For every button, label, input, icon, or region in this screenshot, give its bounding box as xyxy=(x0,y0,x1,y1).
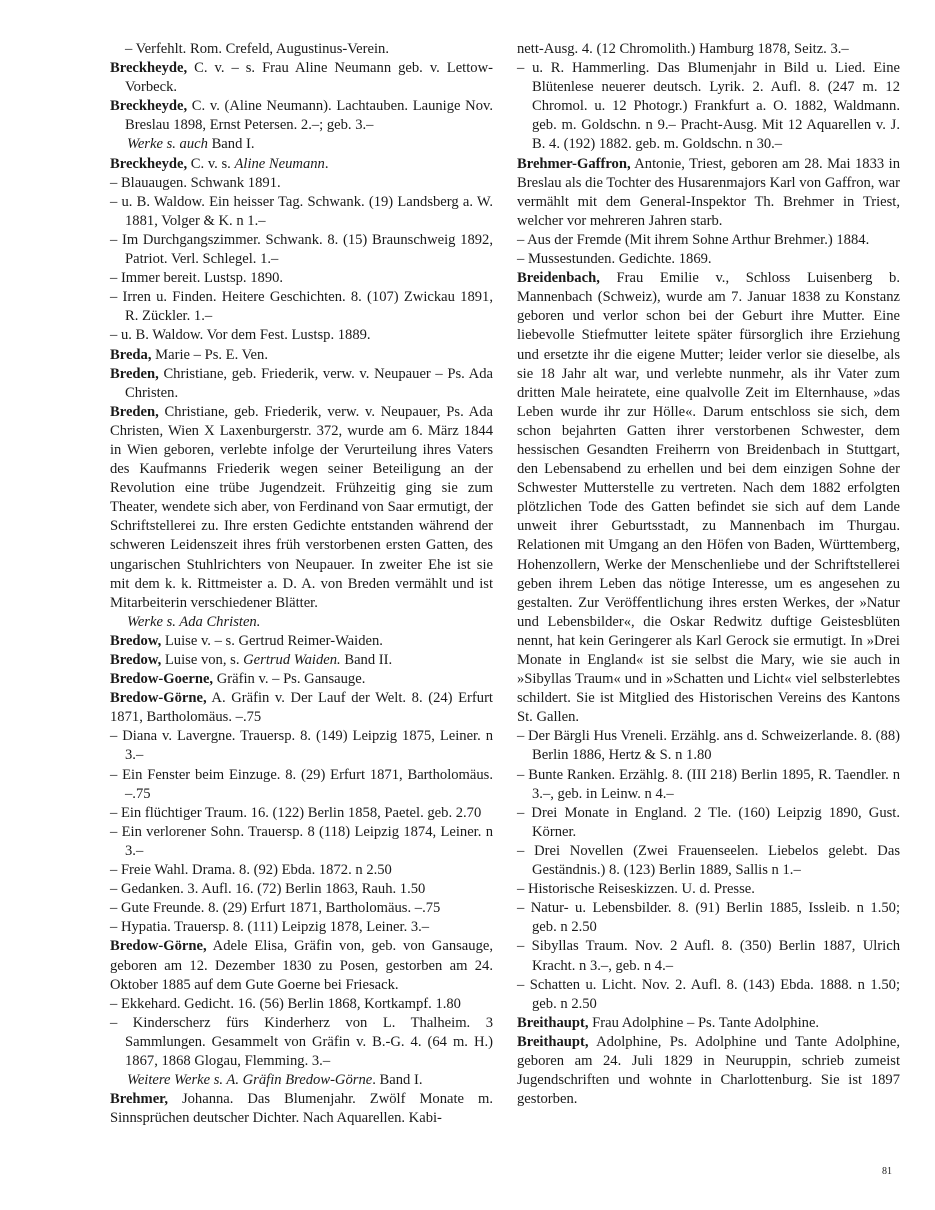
note-text: Weitere Werke s. A. Gräfin Bredow-Görne xyxy=(127,1072,373,1089)
entry-text: Frau Emilie v., Schloss Luisenberg b. Mannenbach (Schweiz), wurde am 7. Januar 1838 zu Konstanz geboren und verlor schon bei der Geburt ihre Mutter. Eine liebevolle Stiefmutter leitete später fürsorglich ihre Erziehung und ersetzte ihr die eigene Mutter; leider verlor sie dieselbe, als sie 18 Jahr alt war, und verlebte nunmehr, als ihr Vater zum dritten Male heiratete, eine qualvolle Zeit im Elternhause, »das Leben wurde ihr zur Hölle«. Darum entschloss sie sich, dem schon bejahrten Gatten ihrer verstorbenen Schwester, dem hessischen Gesandten Freiherrn von Breidenbach in Stuttgart, den Lebensabend zu erhellen und bei dem einzigen Sohne der Schwester Mutterstelle zu vertreten. Nach dem 1882 erfolgten plötzlichen Tode des Gatten befindet sie sich auf dem Lande unweit ihrer Geburtsstadt, zu Mannenbach im Thurgau. Relationen mit Umgang an den Höfen von Baden, Württemberg, Hohenzollern, Werke der Menschenliebe und der Schriftstellerei geben ihrem Leben das nötige Interesse, um es angesehen zu gestalten. Zur Veröffentlichung ihres ersten Werkes, der »Natur und Lebensbilder«, die Oskar Redwitz duftige Geistesblüten nennt, hat kein Geringerer als Karl Gerock sie ermutigt. In »Drei Monate in England« ist sie selbst die Mary, wie sie auch in »Sibyllas Traum« und in »Schatten und Licht« viel selbsterlebtes schildert. Sie ist Mitglied des Historischen Vereins des Kantons St. Gallen. xyxy=(517,270,900,726)
cross-reference-note xyxy=(110,135,493,154)
work-item: – Sibyllas Traum. Nov. 2 Aufl. 8. (350) Berlin 1887, Ulrich Kracht. n 3.–, geb. n 4.– xyxy=(517,938,900,974)
entry xyxy=(110,937,493,994)
work-item: – Immer bereit. Lustsp. 1890. xyxy=(110,270,284,287)
entry xyxy=(110,155,493,174)
entry xyxy=(110,59,493,97)
work-item: – Ein verlorener Sohn. Trauersp. 8 (118) Leipzig 1874, Leiner. n 3.– xyxy=(110,823,493,859)
entry xyxy=(110,670,493,689)
entry-headword: Breden, xyxy=(110,403,159,420)
entry-headword: Breithaupt, xyxy=(517,1033,589,1050)
entry-headword: Breithaupt, xyxy=(517,1014,589,1031)
work-item: – Gedanken. 3. Aufl. 16. (72) Berlin 1863, Rauh. 1.50 xyxy=(110,881,426,898)
work-item: – Historische Reiseskizzen. U. d. Presse. xyxy=(517,881,755,898)
work-item: – Drei Monate in England. 2 Tle. (160) Leipzig 1890, Gust. Körner. xyxy=(517,804,900,840)
note-text: Band I. xyxy=(207,136,255,153)
work-item: – Schatten u. Licht. Nov. 2. Aufl. 8. (143) Ebda. 1888. n 1.50; geb. n 2.50 xyxy=(517,976,900,1012)
entry-headword: Brehmer-Gaffron, xyxy=(517,155,631,172)
work-item: – Bunte Ranken. Erzählg. 8. (III 218) Berlin 1895, R. Taendler. n 3.–, geb. in Leinw. n 4.– xyxy=(517,766,900,802)
entry xyxy=(110,651,493,670)
entry-headword: Bredow-Görne, xyxy=(110,938,207,955)
cross-reference-note: Werke s. Ada Christen. xyxy=(127,613,261,630)
entry-continuation: – Verfehlt. Rom. Crefeld, Augustinus-Verein. xyxy=(125,41,389,57)
entry-text: Christiane, geb. Friederik, verw. v. Neupauer, Ps. Ada Christen, Wien X Laxenburgerstr. 372, wurde am 6. März 1844 in Wien geboren, verlebte infolge der Verurteilung ihres Vaters des Kaufmanns Friederik wegen seiner Beteiligung an der Revolution eine trübe Jugendzeit. Frühzeitig ging sie zum Theater, wendete sich aber, von Ferdinand von Saar ermutigt, der Schriftstellerei zu. Ihre ersten Gedichte entstanden während der schweren Leidenszeit ihres früh verstorbenen ersten Gatten, des ungarischen Stuhlrichters von Neupauer. In zweiter Ehe ist sie mit dem k. k. Rittmeister a. D. A. von Breden vermählt und ist Mitarbeiterin verschiedener Blätter. xyxy=(110,403,493,611)
entry-text: C. v. s. xyxy=(187,155,235,172)
note-text: Werke s. auch xyxy=(127,136,208,153)
entry-text: Frau Adolphine – Ps. Tante Adolphine. xyxy=(588,1014,820,1031)
work-item: – Hypatia. Trauersp. 8. (111) Leipzig 1878, Leiner. 3.– xyxy=(110,919,430,936)
work-item: – Gute Freunde. 8. (29) Erfurt 1871, Bartholomäus. –.75 xyxy=(110,900,441,917)
entry-headword: Bredow, xyxy=(110,632,162,649)
work-item: – Ein Fenster beim Einzuge. 8. (29) Erfurt 1871, Bartholomäus. –.75 xyxy=(110,766,493,802)
entry xyxy=(110,365,493,403)
work-item: – Blauaugen. Schwank 1891. xyxy=(110,174,281,191)
entry-headword: Breckheyde, xyxy=(110,155,188,172)
work-item: – Kinderscherz fürs Kinderherz von L. Thalheim. 3 Sammlungen. Gesammelt von Gräfin v. B.-G. 4. (64 m. H.) 1867, 1868 Glogau, Flemming. 3.– xyxy=(110,1014,493,1069)
entry-text: Luise v. – s. Gertrud Reimer-Waiden. xyxy=(161,632,383,649)
entry-text: Adolphine, Ps. Adolphine und Tante Adolphine, geboren am 24. Juli 1829 in Neuruppin, schrieb zumeist Jugendschriften und wohnte in Charlottenburg. Sie ist 1897 gestorben. xyxy=(517,1033,900,1108)
work-item: – Natur- u. Lebensbilder. 8. (91) Berlin 1885, Issleib. n 1.50; geb. n 2.50 xyxy=(517,900,900,936)
entry-headword: Bredow, xyxy=(110,652,162,668)
entry-headword: Breda, xyxy=(110,346,152,363)
entry-continuation: nett-Ausg. 4. (12 Chromolith.) Hamburg 1878, Seitz. 3.– xyxy=(517,41,849,57)
entry-headword: Bredow-Goerne, xyxy=(110,671,214,688)
entry-text: Luise von, s. xyxy=(161,652,244,668)
entry xyxy=(110,403,493,613)
work-item: – u. B. Waldow. Ein heisser Tag. Schwank. (19) Landsberg a. W. 1881, Volger & K. n 1.– xyxy=(110,193,493,229)
entry-text: C. v. – s. Frau Aline Neumann geb. v. Lettow-Vorbeck. xyxy=(125,60,493,96)
entry-headword: Breidenbach, xyxy=(517,270,600,287)
note-text: . Band I. xyxy=(372,1072,423,1089)
cross-reference-note xyxy=(110,1071,493,1090)
page-number: 81 xyxy=(882,1166,892,1177)
entry xyxy=(110,689,493,727)
entry xyxy=(517,1033,900,1109)
entry-text: Marie – Ps. E. Ven. xyxy=(151,346,268,363)
work-item: – u. B. Waldow. Vor dem Fest. Lustsp. 1889. xyxy=(110,327,371,344)
entry xyxy=(110,1090,493,1128)
entry xyxy=(517,269,900,727)
work-item: – Aus der Fremde (Mit ihrem Sohne Arthur Brehmer.) 1884. xyxy=(517,231,870,248)
entry-text: Johanna. Das Blumenjahr. Zwölf Monate m. Sinnsprüchen deutscher Dichter. Nach Aquarellen. Kabi- xyxy=(110,1091,493,1127)
work-item: – Irren u. Finden. Heitere Geschichten. 8. (107) Zwickau 1891, R. Zückler. 1.– xyxy=(110,289,493,325)
work-item: – Freie Wahl. Drama. 8. (92) Ebda. 1872. n 2.50 xyxy=(110,862,392,879)
entry xyxy=(110,632,493,651)
entry xyxy=(110,346,493,365)
entry-text: . xyxy=(324,155,329,172)
entry-headword: Breckheyde, xyxy=(110,98,188,115)
entry-headword: Bredow-Görne, xyxy=(110,690,207,707)
entry-headword: Brehmer, xyxy=(110,1091,168,1108)
work-item: – Im Durchgangszimmer. Schwank. 8. (15) Braunschweig 1892, Patriot. Verl. Schlegel. 1.– xyxy=(110,231,493,268)
entry-headword: Breckheyde, xyxy=(110,60,188,77)
entry-text: Antonie, Triest, geboren am 28. Mai 1833 in Breslau als die Tochter des Husarenmajors Karl von Gaffron, war vermählt mit dem General-Inspektor Th. Brehmer in Triest, welcher vor mehreren Jahren starb. xyxy=(517,155,900,229)
work-item: – Ekkehard. Gedicht. 16. (56) Berlin 1868, Kortkampf. 1.80 xyxy=(110,995,461,1012)
entry xyxy=(110,97,493,135)
right-column xyxy=(517,40,900,1109)
work-item: – Drei Novellen (Zwei Frauenseelen. Liebelos gelebt. Das Geständnis.) 8. (123) Berlin 1889, Sallis n 1.– xyxy=(517,842,900,879)
entry-text: Christiane, geb. Friederik, verw. v. Neupauer – Ps. Ada Christen. xyxy=(125,365,493,401)
work-item: – Der Bärgli Hus Vreneli. Erzählg. ans d. Schweizerlande. 8. (88) Berlin 1886, Hertz & S. n 1.80 xyxy=(517,728,900,764)
left-column xyxy=(110,40,493,1128)
entry-text: A. Gräfin v. Der Lauf der Welt. 8. (24) Erfurt 1871, Bartholomäus. –.75 xyxy=(110,690,493,726)
entry-text: Adele Elisa, Gräfin von, geb. von Gansauge, geboren am 12. Dezember 1830 zu Posen, gestorben am 24. Oktober 1885 auf dem Gute Goerne bei Friesack. xyxy=(110,938,493,993)
entry-reference: Aline Neumann xyxy=(234,155,325,172)
entry-reference: Gertrud Waiden. xyxy=(243,652,341,668)
entry-text: Gräfin v. – Ps. Gansauge. xyxy=(213,671,366,688)
entry xyxy=(517,155,900,231)
entry-text: Band II. xyxy=(340,652,393,668)
work-item: – Ein flüchtiger Traum. 16. (122) Berlin 1858, Paetel. geb. 2.70 xyxy=(110,804,482,821)
work-item: – Diana v. Lavergne. Trauersp. 8. (149) Leipzig 1875, Leiner. n 3.– xyxy=(110,728,493,764)
work-item: – u. R. Hammerling. Das Blumenjahr in Bild u. Lied. Eine Blütenlese neuerer deutsch. Lyrik. 2. Aufl. 8. (247 m. 12 Chromol. u. 12 Photogr.) Frankfurt a. O. 1882, Waldmann. geb. m. Goldschn. n 9.– Pracht-Ausg. Mit 12 Aquarellen v. J. B. 4. (192) 1882. geb. m. Goldschn. n 30.– xyxy=(517,60,900,153)
entry xyxy=(517,1014,900,1033)
entry-headword: Breden, xyxy=(110,365,159,382)
entry-text: C. v. (Aline Neumann). Lachtauben. Launige Nov. Breslau 1898, Ernst Petersen. 2.–; geb. 3.– xyxy=(125,98,493,134)
work-item: – Mussestunden. Gedichte. 1869. xyxy=(517,251,712,268)
